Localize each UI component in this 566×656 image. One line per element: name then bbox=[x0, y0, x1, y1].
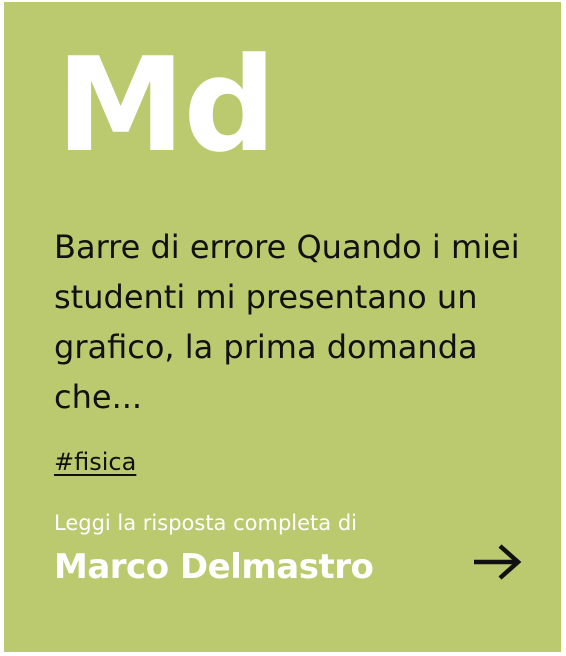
author-monogram: Md bbox=[56, 29, 275, 181]
author-name[interactable]: Marco Delmastro bbox=[54, 547, 374, 587]
topic-tag-link[interactable]: #fisica bbox=[54, 448, 137, 476]
arrow-right-icon[interactable] bbox=[466, 542, 522, 582]
answer-card[interactable] bbox=[4, 2, 561, 652]
read-more-label: Leggi la risposta completa di bbox=[54, 511, 357, 535]
answer-excerpt: Barre di errore Quando i miei studenti mi presentano un grafico, la prima domanda che... bbox=[54, 228, 520, 416]
